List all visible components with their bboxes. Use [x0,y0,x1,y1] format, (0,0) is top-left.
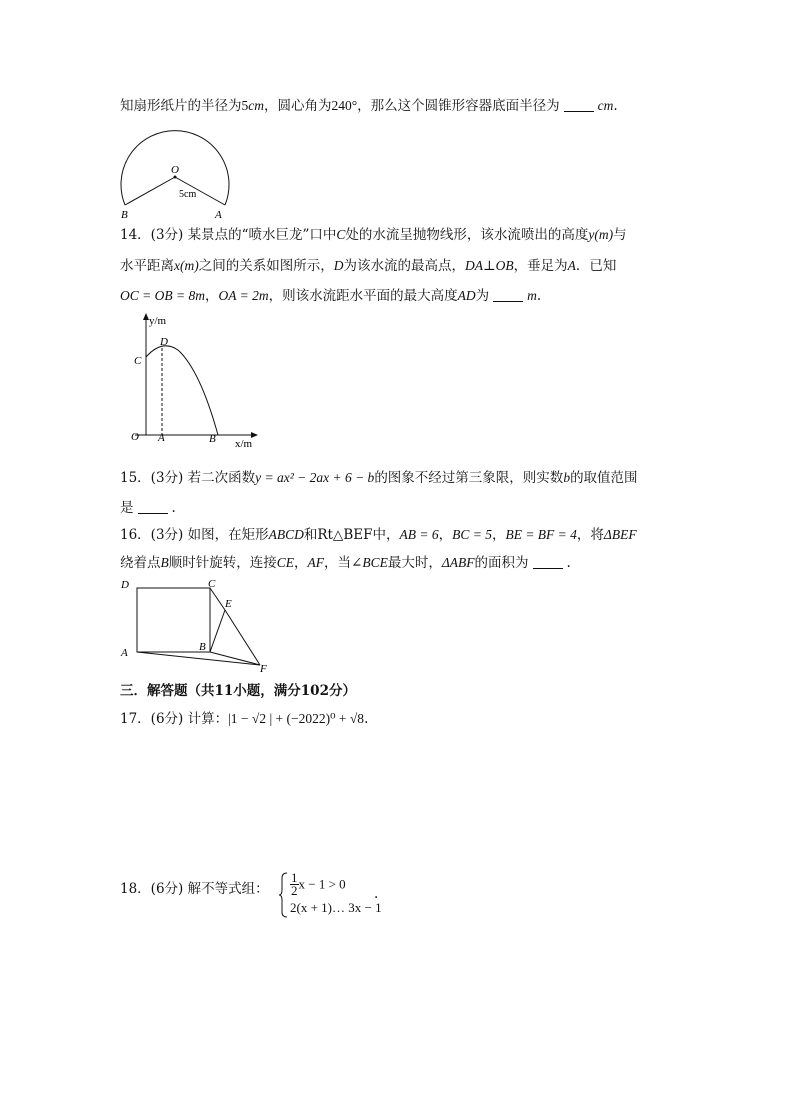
point-b-label: B [199,641,206,653]
q14-line1: 14．(3分) 某景点的“喷水巨龙”口中C处的水流呈抛物线形，该水流喷出的高度y(m)与 [120,227,627,243]
q18-line: 18．(6分) 解不等式组： [120,881,269,897]
q15-line1: 15．(3分) 若二次函数y = ax² − 2ax + 6 − b的图象不经过第三象限，则实数b的取值范围 [120,470,638,486]
q18-period: . [374,886,379,902]
parabola-figure [115,310,265,450]
point-a-label: A [215,209,222,220]
sector-figure [115,125,245,220]
q16-line2: 绕着点B顺时针旋转，连接CE，AF，当∠BCE最大时，ΔABF的面积为 . [120,555,571,571]
point-a-label: A [158,432,165,444]
point-d-label: D [160,336,168,348]
q17-line: 17．(6分) 计算：|1 − √2 | + (−2022)⁰ + √8. [120,711,369,727]
radius-label: 5cm [179,189,197,200]
inequality-row-2: 2(x + 1)… 3x − 1 [290,900,382,915]
point-o-label: O [171,164,179,176]
rectangle-figure [115,575,280,675]
point-f-label: F [260,663,267,675]
answer-blank[interactable] [564,97,594,112]
x-axis-label: x/m [235,438,253,450]
point-o-label: O [131,431,139,443]
section-heading: 三．解答题（共11小题，满分102分） [120,683,356,699]
q14-line2: 水平距离x(m)之间的关系如图所示，D为该水流的最高点，DA⊥OB，垂足为A．已知 [120,258,617,274]
system-brace [279,872,289,918]
point-e-label: E [225,598,232,610]
q15-line2: 是 . [120,500,176,516]
answer-blank[interactable] [533,554,563,569]
inequality-row-1: $\frac{1}{2}$ x − 1 > 0 [291,870,346,898]
q13-text: 知扇形纸片的半径为5cm，圆心角为240°，那么这个圆锥形容器底面半径为 cm. [120,98,618,114]
point-b-label: B [121,209,128,220]
q16-line1: 16．(3分) 如图，在矩形ABCD和Rt△BEF中，AB = 6，BC = 5，BE = BF = 4，将ΔBEF [120,527,637,543]
point-c-label: C [134,355,142,367]
point-b-label: B [209,433,216,445]
q14-line3: OC = OB = 8m，OA = 2m，则该水流距水平面的最大高度AD为 m. [120,288,542,304]
answer-blank[interactable] [493,287,523,302]
y-axis-label: y/m [149,315,167,327]
answer-blank[interactable] [138,499,168,514]
point-c-label: C [208,578,216,590]
point-a-label: A [121,647,128,659]
point-d-label: D [121,579,129,591]
